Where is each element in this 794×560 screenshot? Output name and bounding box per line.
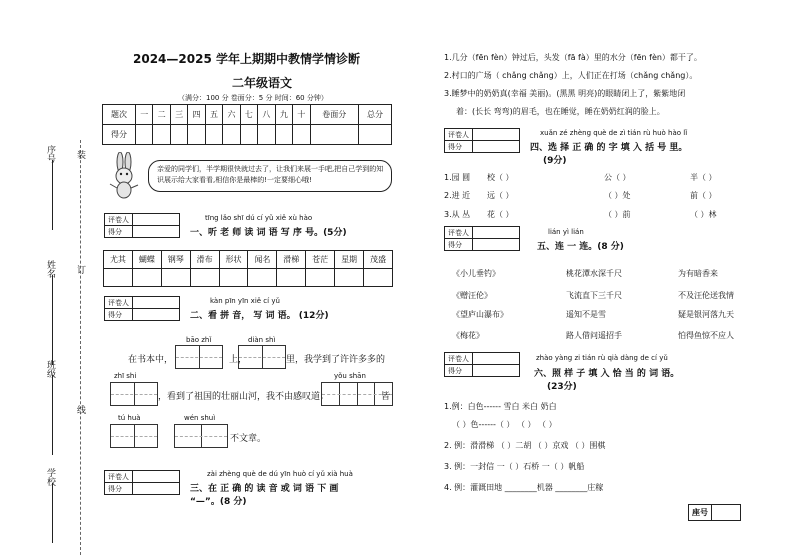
seat-number-input[interactable] [712, 505, 741, 521]
page-title: 2024—2025 学年上期期中教情学情诊断 [133, 52, 360, 66]
score-label: 得分 [445, 239, 473, 251]
score-input[interactable] [153, 125, 170, 145]
q6-example-2[interactable]: 2. 例：滑滑梯 （ ）二胡 （ ）京戏 （ ）围棋 [444, 441, 606, 450]
q4-score: (9分) [543, 156, 567, 166]
right-q3-item-3: 3.睡梦中的奶奶真(幸福 美丽)。(黑黑 明亮)的眼睛闭上了，紫紫地闭 [444, 89, 686, 98]
q6-example-1: 1.例：白色------ 雪白 米白 奶白 [444, 402, 557, 411]
score-label: 得分 [105, 483, 133, 495]
q3-title-2: “—”。(8 分) [190, 497, 247, 507]
poem-title[interactable]: 《小儿垂钓》 [452, 269, 500, 278]
q6-pinyin: zhào yàng zi tián rù qià dàng de cí yǔ [536, 354, 668, 362]
answer-cell[interactable] [306, 269, 335, 287]
q4-row1-c[interactable]: 半（ ） [690, 173, 717, 182]
score-cell: 八 [258, 105, 275, 125]
right-q3-item-3b: 着：(长长 弯弯)的眉毛，也在睡觉，睡在奶奶红润的脸上。 [456, 107, 665, 116]
q4-row1-a[interactable]: 校（ ） [487, 173, 514, 182]
q1-score-box [104, 213, 180, 238]
q1-word-table [103, 250, 393, 287]
answer-cell[interactable] [132, 269, 161, 287]
reviewer-input[interactable] [133, 214, 180, 226]
greeting-bubble [148, 160, 392, 192]
right-q3-item-2: 2.村口的广场（ chǎng chǎng）上，人们正在打场（chǎng chǎng）。 [444, 71, 698, 80]
q6-example-1-answer[interactable]: （ ）色------（ ） （ ） （ ） [452, 420, 557, 429]
greeting-text: 亲爱的同学们，半学期很快就过去了，让我们来展一手吧,把自己学到的知识展示给大家看看,相信你是最棒的!一定要细心哦! [157, 165, 384, 184]
score-label: 得分 [445, 141, 473, 153]
seat-number-box [688, 504, 741, 521]
score-cell: 卷面分 [310, 105, 358, 125]
class-line[interactable] [52, 375, 53, 455]
seat-number-label: 座号 [689, 505, 712, 521]
score-input[interactable] [205, 125, 222, 145]
q1-title: 一、听 老 师 读 词 语 写 序 号。(5分) [190, 228, 347, 238]
score-input[interactable] [275, 125, 292, 145]
answer-cell[interactable] [190, 269, 219, 287]
seat-line[interactable] [52, 160, 53, 230]
binding-mark-xian: 线 [75, 405, 85, 414]
poem-title[interactable]: 《赠汪伦》 [452, 291, 492, 300]
q3-title: 三、在 正 确 的 读 音 或 词 语 下 画 [190, 484, 339, 494]
q5-score-box [444, 226, 520, 251]
word-cell: 滑梯 [277, 251, 306, 269]
q2-text-2: 上， [229, 355, 248, 365]
score-input[interactable] [133, 226, 180, 238]
subject-title: 二年级语文 [232, 76, 293, 90]
binding-mark-ding: 订 [75, 265, 85, 274]
q2-text-5: 皆 [381, 392, 391, 402]
score-label: 得分 [105, 226, 133, 238]
poem-line[interactable]: 怕得鱼惊不应人 [678, 331, 734, 340]
reviewer-label: 评卷人 [445, 129, 473, 141]
score-cell: 七 [240, 105, 257, 125]
reviewer-input[interactable] [473, 129, 520, 141]
answer-cell[interactable] [335, 269, 364, 287]
score-input[interactable] [473, 365, 520, 377]
score-cell: 九 [275, 105, 292, 125]
poem-line[interactable]: 桃花潭水深千尺 [566, 269, 622, 278]
q4-row3-b[interactable]: （ ）前 [604, 210, 631, 219]
score-input[interactable] [133, 309, 180, 321]
word-cell: 苍茫 [306, 251, 335, 269]
q4-title: 四、选 择 正 确 的 字 填 入 括 号 里。 [530, 143, 688, 153]
q4-row1-b[interactable]: 公（ ） [604, 173, 631, 182]
right-q3-item-1: 1.几分（fēn fèn）钟过后，头发（fā fà）里的水分（fēn fèn）都干了。 [444, 53, 702, 62]
q6-score-box [444, 352, 520, 377]
writing-grid[interactable] [110, 382, 158, 406]
reviewer-input[interactable] [473, 353, 520, 365]
pinyin-dianshi: diàn shì [248, 336, 276, 344]
score-input[interactable] [473, 141, 520, 153]
score-cell: 二 [153, 105, 170, 125]
answer-cell[interactable] [277, 269, 306, 287]
score-label: 得分 [105, 309, 133, 321]
word-cell: 蝴蝶 [132, 251, 161, 269]
score-input[interactable] [223, 125, 240, 145]
rabbit-mascot-icon [104, 152, 144, 200]
poem-title[interactable]: 《梅花》 [452, 331, 484, 340]
writing-grid[interactable] [174, 424, 228, 448]
pinyin-baozhi: bāo zhǐ [186, 336, 212, 344]
answer-cell[interactable] [248, 269, 277, 287]
word-cell: 尤其 [104, 251, 133, 269]
poem-line[interactable]: 不及汪伦送我情 [678, 291, 734, 300]
binding-mark-zhuang: 装 [75, 150, 85, 159]
poem-line[interactable]: 为有暗香来 [678, 269, 718, 278]
q2-text-6: 不文章。 [230, 434, 267, 444]
writing-grid[interactable] [238, 345, 286, 369]
answer-cell[interactable] [364, 269, 393, 287]
binding-line [80, 140, 81, 555]
reviewer-label: 评卷人 [105, 214, 133, 226]
score-input[interactable] [240, 125, 257, 145]
word-cell: 钢琴 [161, 251, 190, 269]
score-cell: 题次 [103, 105, 136, 125]
pinyin-wenshui: wén shuì [184, 414, 216, 422]
q2-title: 二、看 拼 音， 写 词 语。 (12分) [190, 311, 329, 321]
school-label: 学校 [45, 468, 55, 486]
score-cell: 六 [223, 105, 240, 125]
poem-line[interactable]: 飞流直下三千尺 [566, 291, 622, 300]
q5-pinyin: lián yì lián [548, 228, 584, 236]
q1-pinyin: tīng lǎo shī dú cí yǔ xiě xù hào [205, 214, 313, 222]
word-cell: 茂盛 [364, 251, 393, 269]
score-cell: 五 [205, 105, 222, 125]
name-label: 姓名 [45, 260, 55, 278]
q3-pinyin: zài zhèng què de dú yīn huò cí yǔ xià huà [207, 470, 353, 478]
q4-row2-a[interactable]: 远（ ） [487, 191, 514, 200]
word-cell: 闻名 [248, 251, 277, 269]
poem-line[interactable]: 疑是银河落九天 [678, 310, 734, 319]
reviewer-label: 评卷人 [445, 353, 473, 365]
reviewer-label: 评卷人 [445, 227, 473, 239]
score-input[interactable] [473, 239, 520, 251]
word-cell: 形状 [219, 251, 248, 269]
q4-row2-chars: 2.进 近 [444, 191, 471, 200]
q6-example-3[interactable]: 3. 例：一封信 一（ ）石桥 一（ ）帆船 [444, 462, 585, 471]
q2-text-4: ，看到了祖国的壮丽山河，我不由感叹道： [158, 392, 330, 402]
score-input[interactable] [133, 483, 180, 495]
q6-score: (23分) [547, 382, 577, 392]
q4-row3-a[interactable]: 花（ ） [487, 210, 514, 219]
q6-example-4[interactable]: 4. 例：灌溉田地 ________机器 ________庄稼 [444, 483, 604, 492]
poem-line[interactable]: 遥知不是雪 [566, 310, 606, 319]
q4-score-box [444, 128, 520, 153]
q4-pinyin: xuǎn zé zhèng què de zì tián rù huò hào lǐ [540, 129, 688, 137]
reviewer-label: 评卷人 [105, 471, 133, 483]
q2-text-1: 在书本中， [128, 355, 174, 365]
reviewer-label: 评卷人 [105, 297, 133, 309]
q4-row2-c[interactable]: 前（ ） [690, 191, 717, 200]
q4-row1-chars: 1.园 圆 [444, 173, 471, 182]
q3-score-box [104, 470, 180, 495]
score-cell: 总分 [358, 105, 391, 125]
writing-grid[interactable] [175, 345, 223, 369]
score-label: 得分 [445, 365, 473, 377]
q2-text-3: 里，我学到了许许多多的 [286, 355, 386, 365]
score-cell: 四 [188, 105, 205, 125]
score-input[interactable] [293, 125, 310, 145]
score-input[interactable] [358, 125, 391, 145]
score-input[interactable] [170, 125, 187, 145]
answer-cell[interactable] [219, 269, 248, 287]
answer-cell[interactable] [104, 269, 133, 287]
word-cell: 星期 [335, 251, 364, 269]
class-label: 班级 [45, 360, 55, 378]
score-table [102, 104, 392, 145]
q4-row3-c[interactable]: （ ）林 [690, 210, 717, 219]
pinyin-youshan: yǒu shān [334, 372, 366, 380]
seat-label: 序号 [45, 145, 55, 163]
poem-title[interactable]: 《望庐山瀑布》 [452, 310, 508, 319]
score-cell: 得分 [103, 125, 136, 145]
q4-row2-b[interactable]: （ ）处 [604, 191, 631, 200]
score-input[interactable] [188, 125, 205, 145]
reviewer-input[interactable] [133, 297, 180, 309]
pinyin-zhishi: zhī shi [114, 372, 137, 380]
score-cell: 三 [170, 105, 187, 125]
pinyin-tuhua: tú huà [118, 414, 141, 422]
score-cell: 一 [135, 105, 152, 125]
reviewer-input[interactable] [473, 227, 520, 239]
q4-row3-chars: 3.从 丛 [444, 210, 471, 219]
poem-line[interactable]: 路人借问遥招手 [566, 331, 622, 340]
q2-pinyin: kàn pīn yīn xiě cí yǔ [210, 297, 280, 305]
exam-meta: （满分：100 分 卷面分：5 分 时间：60 分钟） [178, 94, 328, 102]
answer-cell[interactable] [161, 269, 190, 287]
name-line[interactable] [52, 275, 53, 365]
q6-title: 六、照 样 子 填 入 恰 当 的 词 语。 [534, 369, 680, 379]
score-input[interactable] [135, 125, 152, 145]
q2-score-box [104, 296, 180, 321]
q5-title: 五、连 一 连。(8 分) [537, 242, 624, 252]
word-cell: 滑布 [190, 251, 219, 269]
score-input[interactable] [258, 125, 275, 145]
school-line[interactable] [52, 483, 53, 543]
score-cell: 十 [293, 105, 310, 125]
score-input[interactable] [310, 125, 358, 145]
reviewer-input[interactable] [133, 471, 180, 483]
writing-grid[interactable] [110, 424, 158, 448]
